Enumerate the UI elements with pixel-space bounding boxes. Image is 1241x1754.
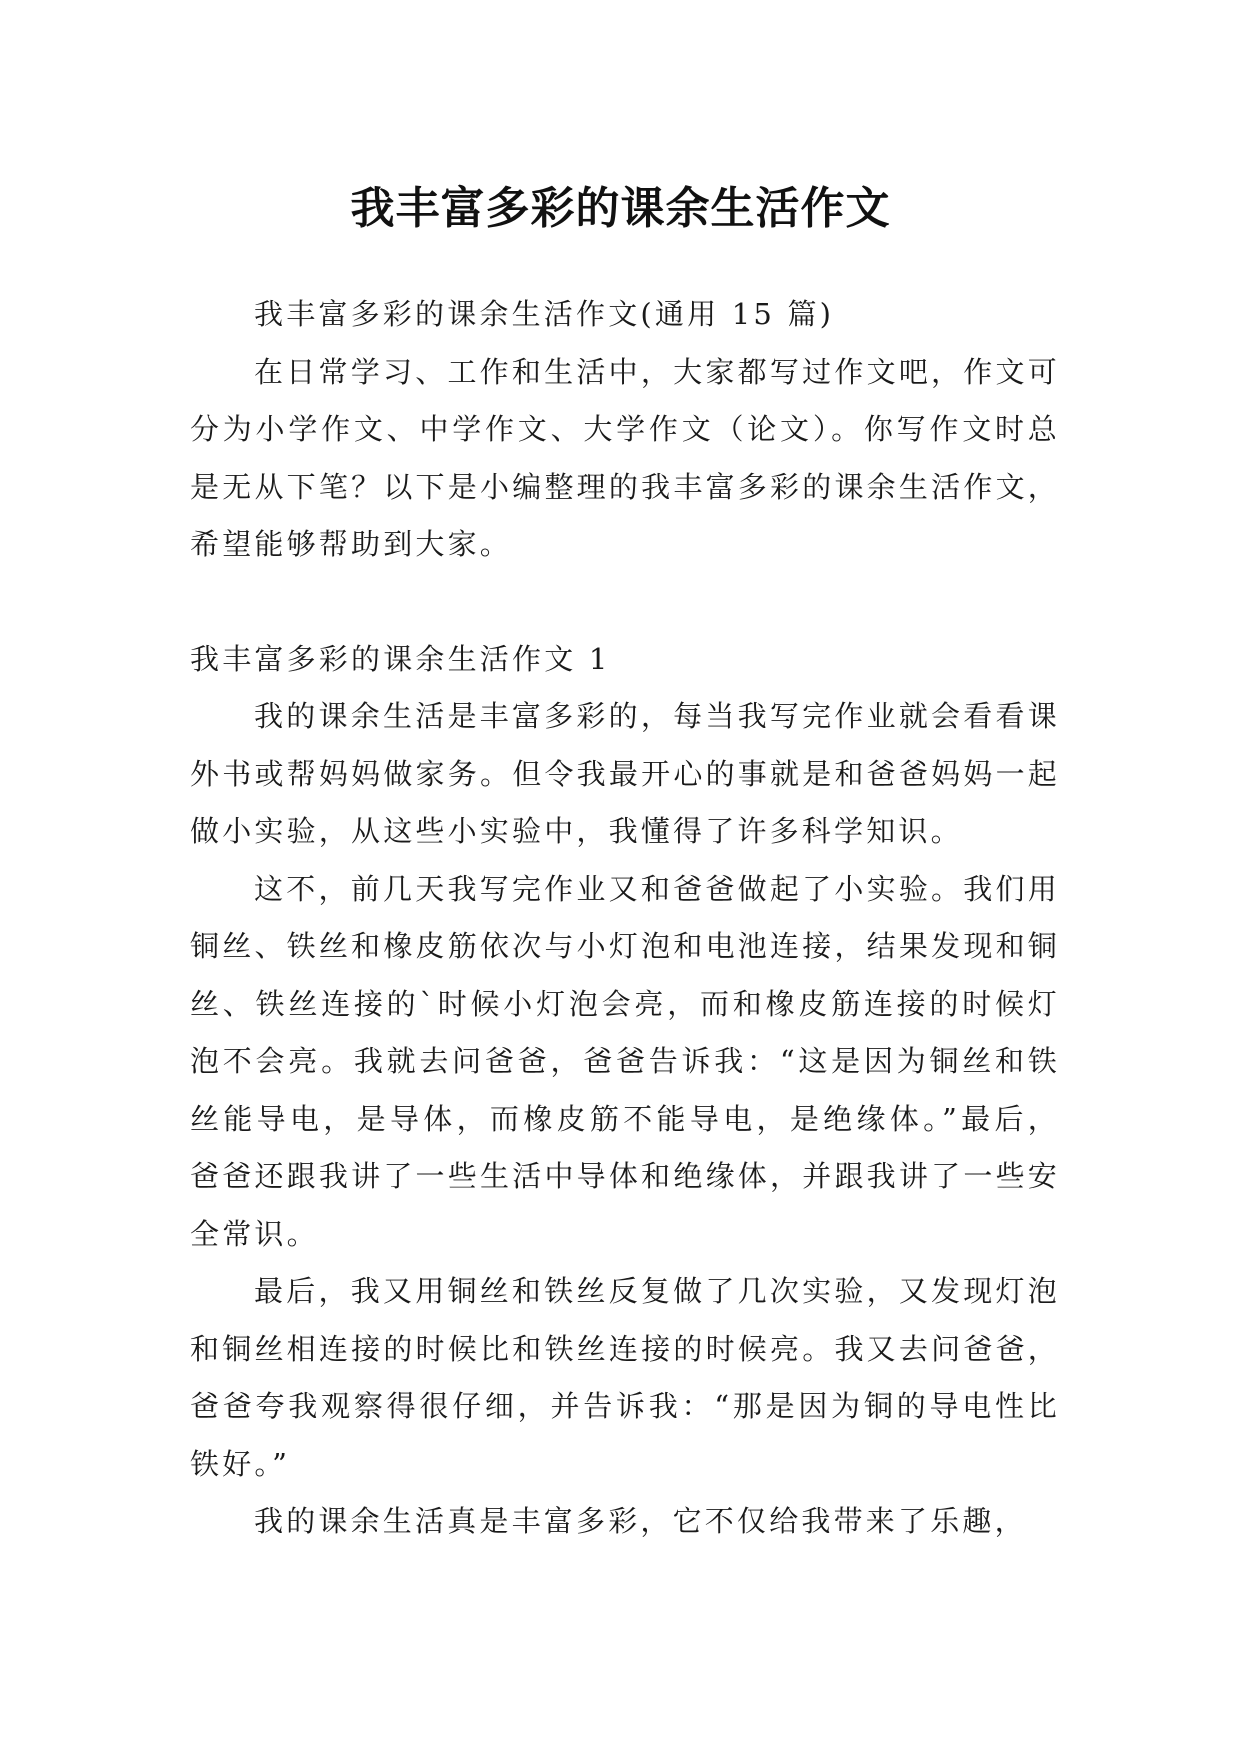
body-paragraph-3: 最后，我又用铜丝和铁丝反复做了几次实验，又发现灯泡和铜丝相连接的时候比和铁丝连接的时候亮。我又去问爸爸，爸爸夸我观察得很仔细，并告诉我：“那是因为铜的导电性比铁好。” bbox=[190, 1274, 1060, 1481]
body-paragraph-4: 我的课余生活真是丰富多彩，它不仅给我带来了乐趣， bbox=[254, 1504, 1027, 1538]
paragraph-spacer bbox=[190, 574, 1060, 631]
document-title: 我丰富多彩的课余生活作文 bbox=[350, 183, 891, 235]
document-subtitle: 我丰富多彩的课余生活作文(通用 15 篇) bbox=[254, 297, 835, 331]
document-body bbox=[190, 286, 1060, 1551]
body-paragraph-2: 这不，前几天我写完作业又和爸爸做起了小实验。我们用铜丝、铁丝和橡皮筋依次与小灯泡和电池连接，结果发现和铜丝、铁丝连接的`时候小灯泡会亮，而和橡皮筋连接的时候灯泡不会亮。我就去问爸爸，爸爸告诉我：“这是因为铜丝和铁丝能导电，是导体，而橡皮筋不能导电，是绝缘体。”最后，爸爸还跟我讲了一些生活中导体和绝缘体，并跟我讲了一些安全常识。 bbox=[190, 871, 1060, 1251]
section-heading: 我丰富多彩的课余生活作文 1 bbox=[190, 641, 611, 676]
intro-paragraph: 在日常学习、工作和生活中，大家都写过作文吧，作文可分为小学作文、中学作文、大学作文（论文）。你写作文时总是无从下笔？以下是小编整理的我丰富多彩的课余生活作文，希望能够帮助到大家。 bbox=[190, 354, 1060, 561]
body-paragraph-1: 我的课余生活是丰富多彩的，每当我写完作业就会看看课外书或帮妈妈做家务。但令我最开心的事就是和爸爸妈妈一起做小实验，从这些小实验中，我懂得了许多科学知识。 bbox=[190, 699, 1060, 848]
